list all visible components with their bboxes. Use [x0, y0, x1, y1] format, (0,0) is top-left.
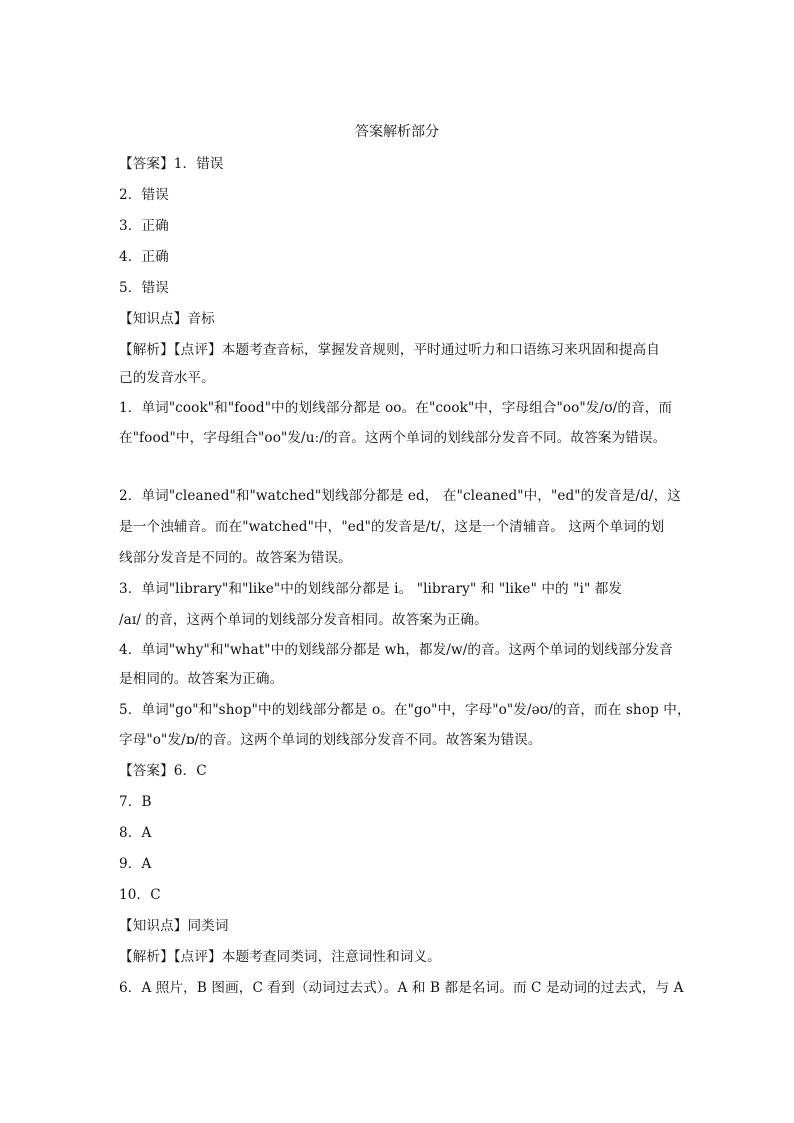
explanation-3-line-1: 3．单词"library"和"like"中的划线部分都是 i。 "library" 和 "like" 中的 "i" 都发 — [119, 581, 623, 597]
explanation-3-line-2: /aɪ/ 的音，这两个单词的划线部分发音相同。故答案为正确。 — [119, 612, 488, 628]
answer-line: 5．错误 — [119, 280, 169, 296]
knowledge-point-1: 【知识点】音标 — [119, 311, 215, 327]
explanation-6-line-1: 6．A 照片，B 图画，C 看到（动词过去式）。A 和 B 都是名词。而 C 是动词的过去式，与 A — [119, 980, 684, 996]
answer-line: 10．C — [119, 887, 161, 903]
explanation-2-line-1: 2．单词"cleaned"和"watched"划线部分都是 ed， 在"cleaned"中，"ed"的发音是/d/，这 — [119, 488, 681, 504]
answer-line: 4．正确 — [119, 249, 169, 265]
answer-line: 8．A — [119, 825, 152, 841]
explanation-5-line-2: 字母"o"发/ɒ/的音。这两个单词的划线部分发音不同。故答案为错误。 — [119, 732, 542, 748]
analysis-header-2: 【解析】【点评】本题考查同类词，注意词性和词义。 — [119, 949, 441, 965]
answer-line: 7．B — [119, 794, 152, 810]
explanation-2-line-3: 线部分发音是不同的。故答案为错误。 — [119, 550, 352, 566]
answer-line: 9．A — [119, 856, 152, 872]
analysis-header-1: 【解析】【点评】本题考查音标，掌握发音规则，平时通过听力和口语练习来巩固和提高自 — [119, 342, 660, 358]
answer-header-1: 【答案】1．错误 — [119, 156, 224, 172]
explanation-4-line-2: 是相同的。故答案为正确。 — [119, 671, 284, 687]
knowledge-point-2: 【知识点】同类词 — [119, 918, 229, 934]
explanation-2-line-2: 是一个浊辅音。而在"watched"中，"ed"的发音是/t/，这是一个清辅音。 这两个单词的划 — [119, 519, 665, 535]
answer-analysis-body — [119, 156, 691, 996]
explanation-1-line-2: 在"food"中，字母组合"oo"发/uː/的音。这两个单词的划线部分发音不同。故答案为错误。 — [119, 430, 667, 446]
answer-header-2: 【答案】6．C — [119, 763, 207, 779]
page-title: 答案解析部分 — [355, 124, 439, 140]
analysis-line: 己的发音水平。 — [119, 370, 215, 386]
explanation-4-line-1: 4．单词"why"和"what"中的划线部分都是 wh，都发/w/的音。这两个单词的划线部分发音 — [119, 642, 673, 658]
explanation-5-line-1: 5．单词"go"和"shop"中的划线部分都是 o。在"go"中，字母"o"发/əʊ/的音，而在 shop 中， — [119, 702, 691, 718]
explanation-1-line-1: 1．单词"cook"和"food"中的划线部分都是 oo。在"cook"中，字母组合"oo"发/ʊ/的音，而 — [119, 400, 673, 416]
answer-line: 2．错误 — [119, 187, 169, 203]
answer-line: 3．正确 — [119, 218, 169, 234]
